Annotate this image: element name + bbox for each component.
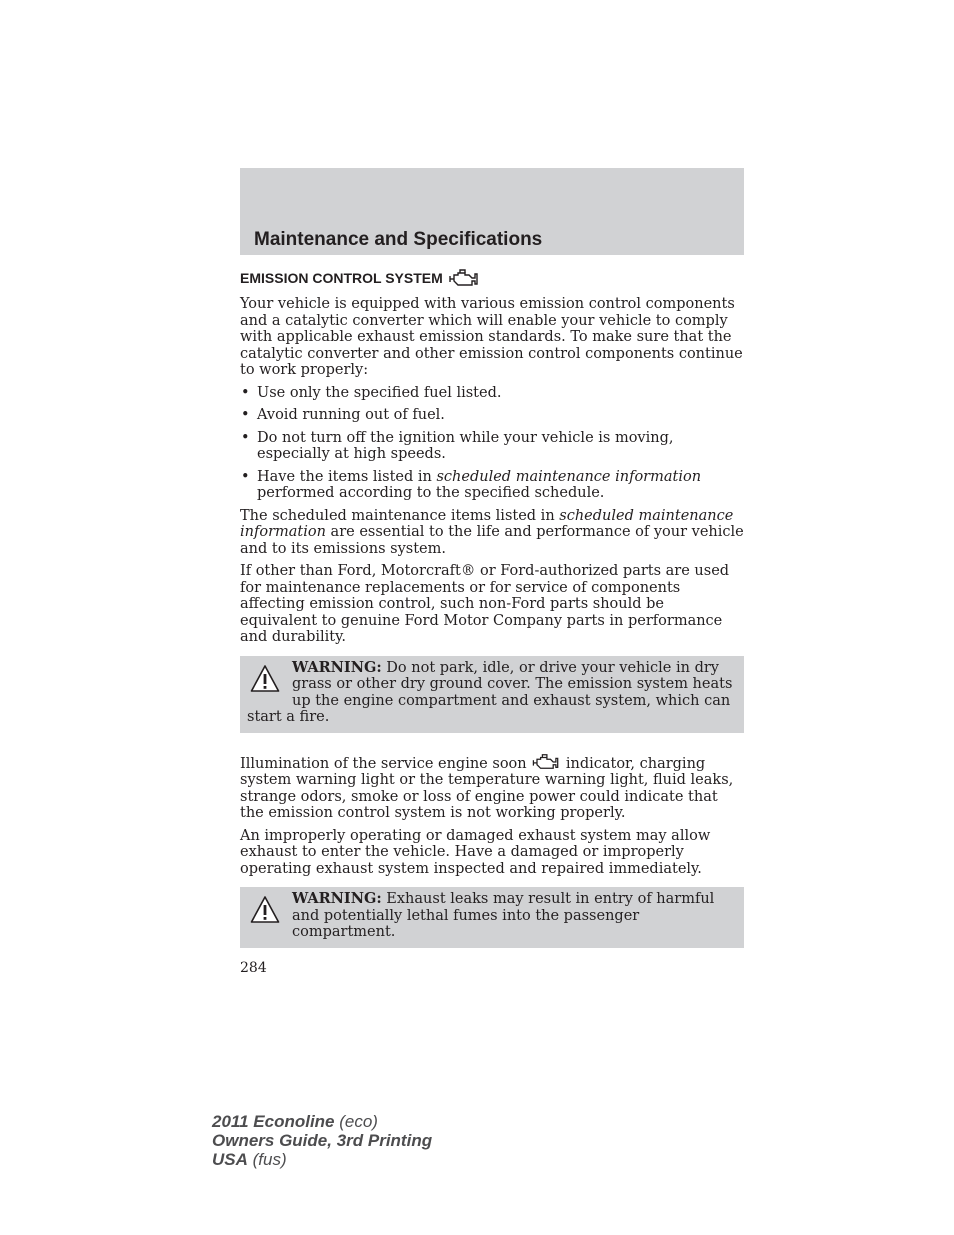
list-item: • Use only the specified fuel listed.	[240, 385, 744, 402]
footer-line	[212, 1131, 432, 1150]
header-band	[240, 168, 744, 255]
paragraph-text: Illumination of the service engine soon	[240, 755, 532, 772]
warning-label: WARNING:	[292, 658, 382, 676]
footer-line	[212, 1150, 432, 1169]
paragraph-text: The scheduled maintenance items listed in	[240, 507, 560, 524]
exhaust-paragraph: An improperly operating or damaged exhaust system may allow exhaust to enter the vehicle. Have a damaged or improperly operating exhaust system inspected and repaired immediately.	[240, 827, 711, 877]
requirements-list	[240, 385, 744, 502]
maintenance-paragraph	[240, 508, 744, 558]
page-number: 284	[240, 960, 267, 976]
warning-label: WARNING:	[292, 890, 382, 907]
footer-model: 2011 Econoline	[212, 1112, 335, 1131]
intro-paragraph: Your vehicle is equipped with various emission control components and a catalytic converter which will enable your vehicle to comply with applicable exhaust emission standards. To make sure that the catalytic converter and other emission control components continue to work properly:	[240, 296, 743, 378]
paragraph-text: are essential to the life and performance of your vehicle and to its emissions system.	[240, 524, 744, 557]
list-item: • Avoid running out of fuel.	[240, 407, 744, 424]
check-engine-icon	[449, 268, 479, 288]
cross-reference: scheduled maintenance information	[240, 507, 734, 540]
page-title: Maintenance and Specifications	[254, 229, 543, 250]
footer-line	[212, 1112, 432, 1131]
footer-code: (fus)	[247, 1150, 287, 1169]
cross-reference: scheduled maintenance information	[436, 468, 702, 485]
footer-code: (eco)	[334, 1112, 378, 1131]
list-item-text: Have the items listed in	[257, 468, 437, 485]
parts-paragraph: If other than Ford, Motorcraft® or Ford-authorized parts are used for maintenance replacements or for service of components affecting emission control, such non-Ford parts should be equivalent to genuine Ford Motor Company parts in performance and durability.	[240, 563, 730, 645]
warning-text: Do not park, idle, or drive your vehicle in dry grass or other dry ground cover. The emission system heats up the engine compartment and exhaust system, which can start a fire.	[247, 659, 733, 725]
list-item	[240, 469, 744, 502]
footer	[212, 1112, 432, 1169]
paragraph-text: indicator, charging system warning light or the temperature warning light, fluid leaks, strange odors, smoke or loss of engine power could indicate that the emission control system is not working properly.	[240, 755, 734, 821]
warning-triangle-icon	[250, 895, 280, 925]
footer-printing: Owners Guide, 3rd Printing	[212, 1131, 433, 1150]
section-heading-text: EMISSION CONTROL SYSTEM	[240, 270, 443, 286]
warning-box	[240, 656, 744, 733]
check-engine-icon	[531, 753, 561, 771]
list-item-text: performed according to the specified schedule.	[257, 485, 605, 501]
list-item: • Do not turn off the ignition while your vehicle is moving, especially at high speeds.	[240, 430, 744, 463]
main-content	[240, 268, 744, 968]
footer-region: USA	[212, 1150, 248, 1169]
warning-box	[240, 887, 744, 948]
warning-text: Exhaust leaks may result in entry of harmful and potentially lethal fumes into the passenger compartment.	[292, 891, 715, 940]
section-heading	[240, 268, 744, 288]
indicator-paragraph	[240, 753, 744, 822]
warning-triangle-icon	[250, 664, 280, 694]
